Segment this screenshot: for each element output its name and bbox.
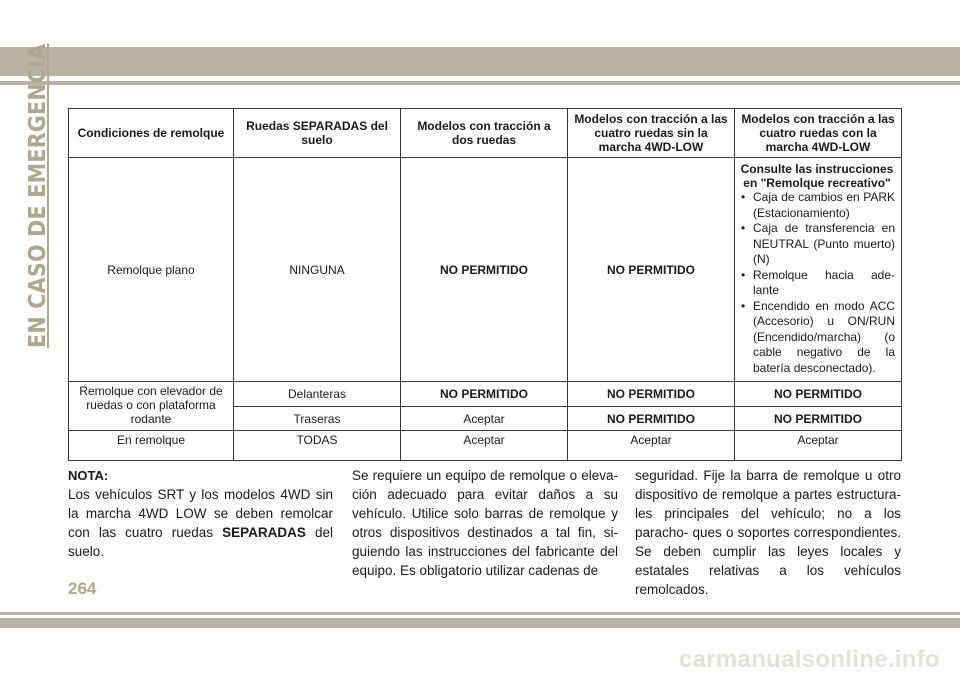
header-band [0, 47, 960, 76]
recreational-towing-title: Consulte las instrucciones en "Remolque recreativo" [740, 162, 894, 190]
table-cell: Aceptar [568, 431, 735, 461]
table-cell: Traseras [234, 407, 401, 431]
note-text-after: del suelo. [68, 525, 333, 559]
table-cell: TODAS [234, 431, 401, 461]
table-row [69, 158, 902, 382]
recreational-towing-list [739, 190, 895, 376]
table-cell: NO PERMITIDO [568, 382, 735, 407]
table-cell: Remolque plano [69, 158, 234, 382]
header-cell: Modelos con tracción a las cuatro ruedas con la marcha 4WD-LOW [735, 109, 902, 158]
table-cell: NO PERMITIDO [401, 382, 568, 407]
table-row [69, 382, 902, 407]
page-number: 264 [68, 579, 97, 598]
table-cell: Remolque con elevador de ruedas o con plataforma rodante [69, 382, 234, 431]
list-item: • Caja de cambios en PARK (Estacionamiento) [739, 190, 895, 221]
table-cell: En remolque [69, 431, 234, 461]
note-text-bold: SEPARADAS [222, 525, 306, 540]
table-cell: NO PERMITIDO [401, 158, 568, 382]
note-text-before: Los vehículos SRT y los modelos 4WD sin la marcha 4WD LOW se deben remolcar con las cuatro ruedas [68, 487, 333, 540]
table-header-row [69, 109, 902, 158]
table-cell: NO PERMITIDO [568, 407, 735, 431]
table-cell [735, 158, 902, 382]
table-row [69, 431, 902, 461]
towing-conditions-table [68, 108, 902, 461]
table-cell: Delanteras [234, 382, 401, 407]
table-cell: NO PERMITIDO [735, 407, 902, 431]
header-cell: Ruedas SEPARADAS del suelo [234, 109, 401, 158]
table-cell: Aceptar [401, 407, 568, 431]
table-cell: NO PERMITIDO [735, 382, 902, 407]
note-text [68, 485, 333, 561]
list-item: • Remolque hacia ade- lante [739, 268, 895, 299]
header-rule [0, 81, 960, 85]
table-cell: NO PERMITIDO [568, 158, 735, 382]
section-side-title: EN CASO DE EMERGENCIA [25, 43, 51, 348]
list-item: • Encendido en modo ACC (Accesorio) u ON/RUN (Encendido/marcha) (o cable negativo de la batería desconectado). [739, 299, 895, 377]
header-cell: Modelos con tracción a las cuatro ruedas sin la marcha 4WD-LOW [568, 109, 735, 158]
table-cell: Aceptar [735, 431, 902, 461]
footer-band [0, 618, 960, 628]
body-paragraph-col3: seguridad. Fije la barra de remolque u otro dispositivo de remolque a partes estructura- les principales del vehículo; no a los paracho- ques o soportes correspondientes. Se deben cumplir las leyes locales y estatales relativas a los vehículos remolcados. [635, 468, 901, 597]
body-paragraph-col2: Se requiere un equipo de remolque o eleva- ción adecuado para evitar daños a su vehículo. Utilice solo barras de remolque y otros dispositivos destinados a tal fin, si- guiendo las instrucciones del fabricante del equipo. Es obligatorio utilizar cadenas de [352, 468, 618, 578]
footer-rule [0, 612, 960, 615]
note-column [68, 466, 333, 561]
table-cell: NINGUNA [234, 158, 401, 382]
header-cell: Condiciones de remolque [69, 109, 234, 158]
table-cell: Aceptar [401, 431, 568, 461]
list-item: • Caja de transferencia en NEUTRAL (Punto muerto) (N) [739, 221, 895, 268]
note-title: NOTA: [68, 468, 109, 483]
watermark: carmanualsonline.info [678, 646, 940, 673]
header-cell: Modelos con tracción a dos ruedas [401, 109, 568, 158]
